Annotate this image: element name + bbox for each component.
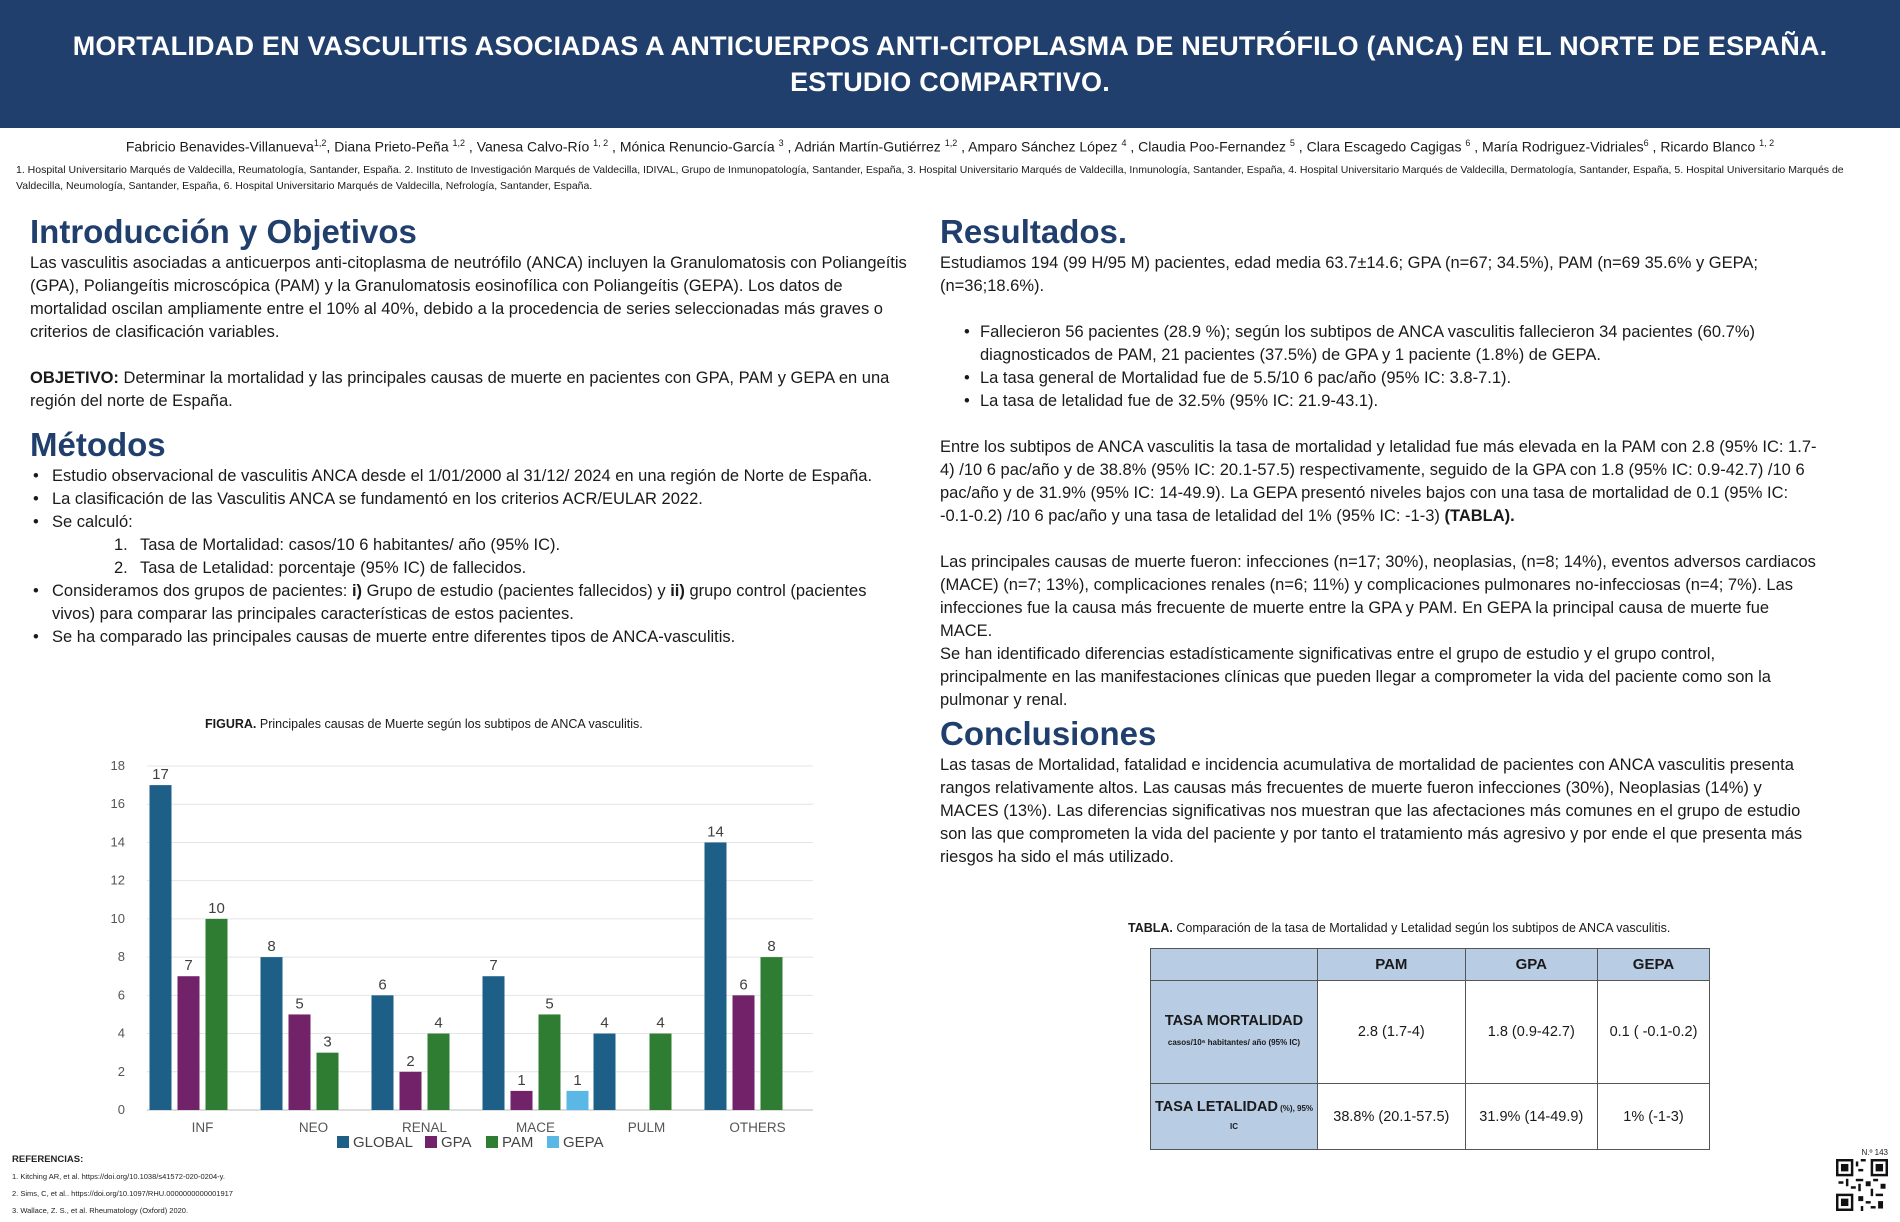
x-tick-label: PULM: [627, 1120, 666, 1135]
bar: [206, 919, 228, 1110]
author-affiliation: 5: [1289, 138, 1295, 148]
methods-item: • Se ha comparado las principales causas de muerte entre diferentes tipos de ANCA-vasculitis.: [30, 626, 910, 649]
conclusions-heading: Conclusiones: [940, 715, 1157, 752]
references: [12, 1151, 512, 1219]
bar: [650, 1034, 672, 1110]
table-col-header: GEPA: [1597, 949, 1709, 981]
bar: [567, 1091, 589, 1110]
x-tick-label: RENAL: [401, 1120, 448, 1135]
data-label: 1: [517, 1071, 526, 1089]
qr-code-icon: [1836, 1159, 1888, 1211]
bar: [705, 842, 727, 1110]
bar: [261, 957, 283, 1110]
affiliations: 1. Hospital Universitario Marqués de Valdecilla, Reumatología, Santander, España. 2. Instituto de Investigación Marqués de Valdecilla, IDIVAL, Grupo de Inmunopatología, Santander, España, 3. Hospital Universitario Marqués de Valdecilla, Inmunología, Santander, España, 4. Hospital Universitario Marqués de Valdecilla, Dermatología, Santander, España, 5. Hospital Universitario Marqués de Valdecilla, Neumología, Santander, España, 6. Hospital Universitario Marqués de Valdecilla, Nefrología, Santander, España.: [16, 164, 1844, 192]
intro-heading: Introducción y Objetivos: [30, 213, 417, 250]
bar: [289, 1014, 311, 1110]
y-tick-label: 18: [110, 758, 125, 773]
y-tick-label: 6: [117, 987, 125, 1003]
data-label: 4: [656, 1014, 665, 1032]
results-paragraph: Entre los subtipos de ANCA vasculitis la tasa de mortalidad y letalidad fue más elevada en la PAM con 2.8 (95% IC: 1.7-4) /10 6 pac/año y de 38.8% (95% IC: 20.1-57.5) respectivamente, seguido de la GPA con 1.8 (95% IC: 0.9-42.7) /10 6 pac/año y de 31.9% (95% IC: 14-49.9). La GEPA presentó niveles bajos con una tasa de mortalidad de 0.1 (95% IC: -0.1-0.2) /10 6 pac/año y una tasa de letalidad del 1% (95% IC: -1-3) (TABLA).: [940, 438, 1817, 525]
table-row: [1151, 981, 1710, 1084]
author-affiliation: 1, 2: [1759, 138, 1775, 148]
y-tick-label: 2: [117, 1063, 125, 1079]
data-label: 2: [406, 1052, 415, 1070]
table-row: [1151, 1084, 1710, 1150]
legend-swatch: [547, 1136, 559, 1148]
methods-sublist: [52, 534, 910, 580]
methods-item: [30, 511, 910, 580]
data-label: 8: [267, 938, 276, 956]
author-affiliation: 6: [1465, 138, 1471, 148]
author-name: Ricardo Blanco: [1660, 138, 1760, 155]
title-banner: [0, 0, 1900, 128]
chart-svg: [105, 752, 825, 1162]
bar: [594, 1034, 616, 1110]
x-tick-label: MACE: [515, 1120, 556, 1135]
table-row-header: TASA LETALIDAD (%), 95% IC: [1151, 1084, 1318, 1150]
table-row-header: TASA MORTALIDAD casos/10⁶ habitantes/ año (95% IC): [1151, 981, 1318, 1084]
author-affiliation: 1,2: [944, 138, 958, 148]
data-label: 7: [184, 957, 193, 975]
legend-swatch: [486, 1136, 498, 1148]
table-cell: 0.1 ( -0.1-0.2): [1597, 981, 1709, 1084]
reference-item: 3. Wallace, Z. S., et al. Rheumatology (Oxford) 2020.: [12, 1206, 189, 1215]
results-heading: Resultados.: [940, 213, 1128, 250]
data-label: 6: [378, 976, 387, 994]
data-label: 14: [707, 823, 724, 841]
reference-item: 1. Kitching AR, et al. https://doi.org/10.1038/s41572-020-0204-y.: [12, 1172, 225, 1181]
x-tick-label: OTHERS: [729, 1120, 786, 1135]
author-affiliation: 6: [1643, 138, 1649, 148]
methods-subitem: 2. Tasa de Letalidad: porcentaje (95% IC) de fallecidos.: [114, 559, 527, 577]
right-column: [940, 212, 1820, 869]
bar: [539, 1014, 561, 1110]
data-label: 5: [545, 995, 554, 1013]
bar: [317, 1053, 339, 1110]
author-name: Vanesa Calvo-Río: [476, 138, 594, 155]
table-cell: 31.9% (14-49.9): [1465, 1084, 1597, 1150]
qr-code: [1836, 1148, 1888, 1212]
objective-label: OBJETIVO:: [30, 369, 119, 387]
poster-title-line1: MORTALIDAD EN VASCULITIS ASOCIADAS A ANTICUERPOS ANTI-CITOPLASMA DE NEUTRÓFILO (ANCA) EN EL NORTE DE ESPAÑA.: [72, 31, 1828, 61]
references-heading: REFERENCIAS:: [12, 1154, 84, 1165]
bar: [761, 957, 783, 1110]
bar: [150, 785, 172, 1110]
legend-label: GLOBAL: [353, 1134, 414, 1151]
bar: [428, 1034, 450, 1110]
data-label: 4: [600, 1014, 609, 1032]
table-col-header: PAM: [1318, 949, 1466, 981]
bar: [733, 995, 755, 1110]
x-tick-label: INF: [191, 1120, 214, 1135]
y-tick-label: 0: [117, 1102, 125, 1117]
results-list: [940, 321, 1820, 413]
author-name: Mónica Renuncio-García: [619, 138, 779, 155]
data-label: 3: [323, 1033, 332, 1051]
data-label: 1: [573, 1071, 582, 1089]
table-col-header: GPA: [1465, 949, 1597, 981]
table-caption: TABLA. Comparación de la tasa de Mortalidad y Letalidad según los subtipos de ANCA vasculitis.: [1128, 921, 1671, 935]
legend-label: GPA: [441, 1134, 472, 1151]
results-item: • La tasa general de Mortalidad fue de 5.5/10 6 pac/año (95% IC: 3.8-7.1).: [962, 367, 1820, 390]
figure-caption: FIGURA. Principales causas de Muerte según los subtipos de ANCA vasculitis.: [205, 717, 643, 731]
results-paragraph: Se han identificado diferencias estadísticamente significativas entre el grupo de estudio y el grupo control, principalmente en las manifestaciones clínicas que pueden llegar a comprometer la vida del paciente como son la pulmonar y renal.: [940, 645, 1771, 709]
data-label: 4: [434, 1014, 443, 1032]
results-item: • Fallecieron 56 pacientes (28.9 %); según los subtipos de ANCA vasculitis fallecieron 34 pacientes (60.7%) diagnosticados de PAM, 21 pacientes (37.5%) de GPA y 1 paciente (1.8%) de GEPA.: [962, 321, 1820, 367]
methods-item: • Estudio observacional de vasculitis ANCA desde el 1/01/2000 al 31/12/ 2024 en una región de Norte de España.: [30, 465, 910, 488]
results-paragraph: Las principales causas de muerte fueron: infecciones (n=17; 30%), neoplasias, (n=8; 14%), eventos adversos cardiacos (MACE) (n=7; 13%), complicaciones renales (n=6; 11%) y complicaciones pulmonares no-infecciosas (n=4; 7%). Las infecciones fue la causa más frecuente de muerte entre la GPA y PAM. En GEPA la principal causa de muerte fue MACE.: [940, 553, 1816, 640]
objective-body: Determinar la mortalidad y las principales causas de muerte en pacientes con GPA, PAM y GEPA en una región del norte de España.: [30, 369, 890, 410]
table-cell: 1% (-1-3): [1597, 1084, 1709, 1150]
y-tick-label: 16: [110, 796, 125, 812]
table-cell: 38.8% (20.1-57.5): [1318, 1084, 1466, 1150]
bar: [483, 976, 505, 1110]
data-label: 8: [767, 938, 776, 956]
methods-heading: Métodos: [30, 426, 166, 463]
table-cell: 2.8 (1.7-4): [1318, 981, 1466, 1084]
methods-subitem: 1. Tasa de Mortalidad: casos/10 6 habitantes/ año (95% IC).: [114, 536, 561, 554]
y-tick-label: 10: [110, 910, 125, 926]
author-name: Claudia Poo-Fernandez: [1138, 138, 1290, 155]
y-tick-label: 8: [117, 949, 125, 965]
methods-item: • La clasificación de las Vasculitis ANCA se fundamentó en los criterios ACR/EULAR 2022.: [30, 488, 910, 511]
author-affiliation: 4: [1121, 138, 1127, 148]
legend-swatch: [337, 1136, 349, 1148]
author-list: Fabricio Benavides-Villanueva$^{1,2}$, Diana Prieto-Peña $^{1,2}$ , Vanesa Calvo-Río $^{1, 2}$ , Mónica Renuncio-García $^3$ , Adrián Martín-Gutiérrez $^{1,2}$ , Amparo Sánchez López $^4$ , Claudia Poo-Fernandez $^5$ , Clara Escagedo Cagigas $^6$ , María Rodriguez-Vidriales$^6$ , Ricardo Blanco $^{1, 2}$: [125, 138, 1775, 155]
reference-item: 2. Sims, C, et al.. https://doi.org/10.1097/RHU.0000000000001917: [12, 1189, 233, 1198]
legend-swatch: [425, 1136, 437, 1148]
bar: [178, 976, 200, 1110]
poster-title-line2: ESTUDIO COMPARTIVO.: [790, 67, 1110, 97]
methods-item-text: Se calculó:: [52, 513, 133, 531]
legend-label: GEPA: [563, 1134, 604, 1151]
table-header-row: [1151, 949, 1710, 981]
author-affiliation: 3: [778, 138, 784, 148]
author-affiliation: 1,2: [452, 138, 466, 148]
left-column: [30, 212, 910, 649]
bar: [511, 1091, 533, 1110]
table-cell: 1.8 (0.9-42.7): [1465, 981, 1597, 1084]
results-item: • La tasa de letalidad fue de 32.5% (95% IC: 21.9-43.1).: [962, 390, 1820, 413]
data-label: 7: [489, 957, 498, 975]
data-label: 5: [295, 995, 304, 1013]
author-name: Clara Escagedo Cagigas: [1306, 138, 1466, 155]
data-label: 6: [739, 976, 748, 994]
author-name: Fabricio Benavides-Villanueva: [125, 138, 314, 155]
y-tick-label: 12: [110, 872, 125, 888]
objective-text: [30, 367, 910, 413]
results-paragraph: Estudiamos 194 (99 H/95 M) pacientes, edad media 63.7±14.6; GPA (n=67; 34.5%), PAM (n=69 35.6% y GEPA; (n=36;18.6%).: [940, 254, 1759, 295]
author-name: María Rodriguez-Vidriales: [1482, 138, 1644, 155]
data-label: 17: [152, 766, 169, 784]
methods-item: • Consideramos dos grupos de pacientes: i) Grupo de estudio (pacientes fallecidos) y ii) grupo control (pacientes vivos) para comparar las principales características de estos pacientes.: [30, 580, 910, 626]
legend-label: PAM: [502, 1134, 534, 1151]
y-tick-label: 14: [110, 834, 125, 850]
table-corner: [1151, 949, 1318, 981]
x-tick-label: NEO: [298, 1120, 329, 1135]
results-table: [1150, 948, 1710, 1150]
author-affiliation: 1,2: [313, 138, 327, 148]
methods-list: [30, 465, 910, 649]
data-label: 10: [208, 899, 225, 917]
author-name: Diana Prieto-Peña: [334, 138, 453, 155]
bar: [400, 1072, 422, 1110]
poster-number: N.º 143: [1861, 1148, 1888, 1157]
y-tick-label: 4: [117, 1025, 125, 1041]
author-name: Amparo Sánchez López: [968, 138, 1122, 155]
author-affiliation: 1, 2: [593, 138, 609, 148]
author-name: Adrián Martín-Gutiérrez: [794, 138, 945, 155]
intro-text: Las vasculitis asociadas a anticuerpos anti-citoplasma de neutrófilo (ANCA) incluyen la Granulomatosis con Poliangeítis (GPA), Poliangeítis microscópica (PAM) y la Granulomatosis eosinofílica con Poliangeítis (GEPA). Los datos de mortalidad oscilan ampliamente entre el 10% al 40%, debido a la procedencia de series seleccionadas más graves o criterios de clasificación variables.: [30, 254, 907, 341]
bar: [372, 995, 394, 1110]
conclusions-text: Las tasas de Mortalidad, fatalidad e incidencia acumulativa de mortalidad de pacientes con ANCA vasculitis presenta rangos relativamente altos. Las causas más frecuentes de muerte fueron infecciones (30%), Neoplasias (14%) y MACES (13%). Las diferencias significativas nos muestran que las afectaciones más comunes en el grupo de estudio son las que comprometen la vida del paciente y por tanto el tratamiento más agresivo y por ende el que presenta más riesgos ha sido el más utilizado.: [940, 756, 1803, 866]
bar-chart: [105, 752, 825, 1162]
